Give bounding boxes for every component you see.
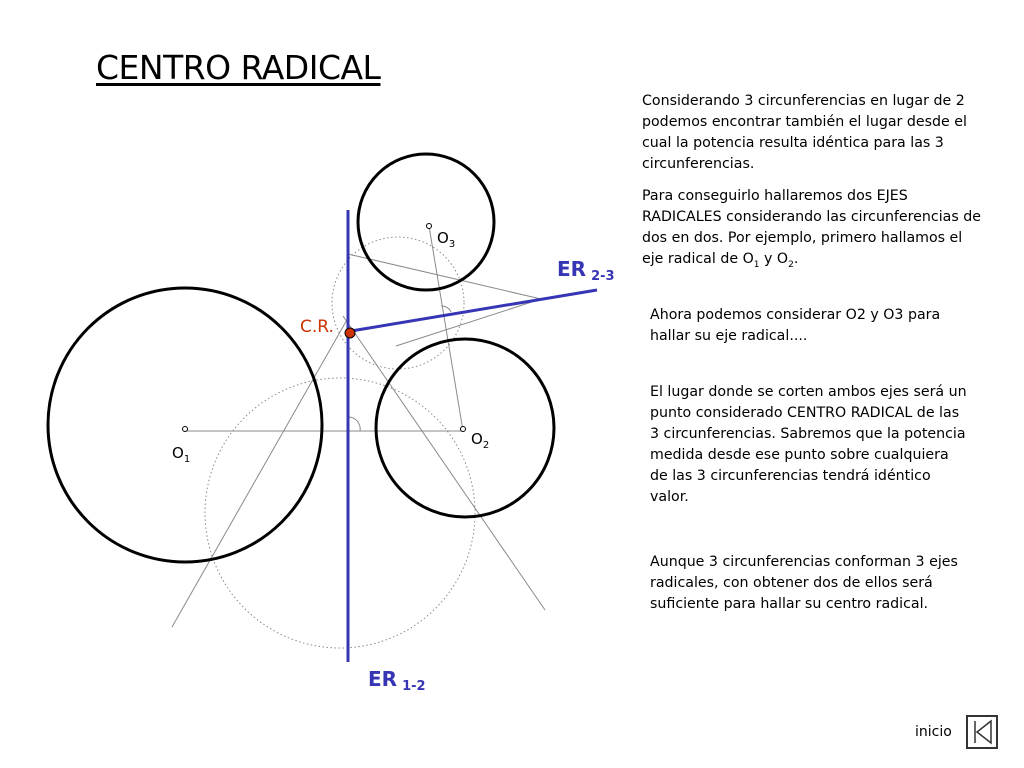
center-line-o2-o3: [429, 226, 463, 431]
label-er-1-2: ER $_{1-2}$: [368, 667, 426, 694]
radical-center-point: [345, 328, 355, 338]
label-o2: $O_2$: [471, 430, 490, 451]
label-o3: $O_3$: [437, 229, 456, 250]
paragraph-note: Aunque 3 circunferencias conforman 3 ejes radicales, con obtener dos de ellos será suficiente para hallar su centro radical.: [650, 554, 958, 612]
radical-axis-2-3: [351, 290, 597, 331]
inicio-link[interactable]: inicio: [915, 724, 952, 740]
page-title: CENTRO RADICAL: [96, 48, 381, 87]
construction-lines: [172, 226, 545, 627]
paragraph-method: Para conseguirlo hallaremos dos EJES RADICALES considerando las circunferencias de dos en dos. Por ejemplo, primero hallamos el eje radical de $O_1$ y $O_2$.: [642, 188, 981, 270]
center-point-o1: [183, 427, 188, 432]
label-o1: $O_1$: [172, 444, 191, 465]
paragraph-radical-center: El lugar donde se corten ambos ejes será un punto considerado CENTRO RADICAL de las 3 circunferencias. Sabremos que la potencia medida desde ese punto sobre cualquiera de las 3 circunferencias tendrá idéntico valor.: [650, 384, 967, 505]
right-angle-mark-1: [348, 417, 360, 431]
tangent-line-1: [172, 318, 348, 627]
tangent-line-3: [348, 254, 541, 299]
first-page-icon: [968, 717, 996, 747]
tangent-line-2: [343, 316, 545, 610]
auxiliary-circle-small: [332, 237, 464, 369]
circle-o1: [48, 288, 322, 562]
center-point-o3: [427, 224, 432, 229]
label-cr: C.R.: [300, 317, 334, 337]
paragraph-intro: Considerando 3 circunferencias en lugar de 2 podemos encontrar también el lugar desde el cual la potencia resulta idéntica para las 3 circunferencias.: [642, 93, 967, 172]
center-point-o2: [461, 427, 466, 432]
first-page-button[interactable]: [966, 715, 998, 749]
circle-o3: [358, 154, 494, 290]
paragraph-second-axis: Ahora podemos considerar O2 y O3 para hallar su eje radical....: [650, 307, 941, 344]
label-er-2-3: ER $_{2-3}$: [557, 257, 615, 284]
